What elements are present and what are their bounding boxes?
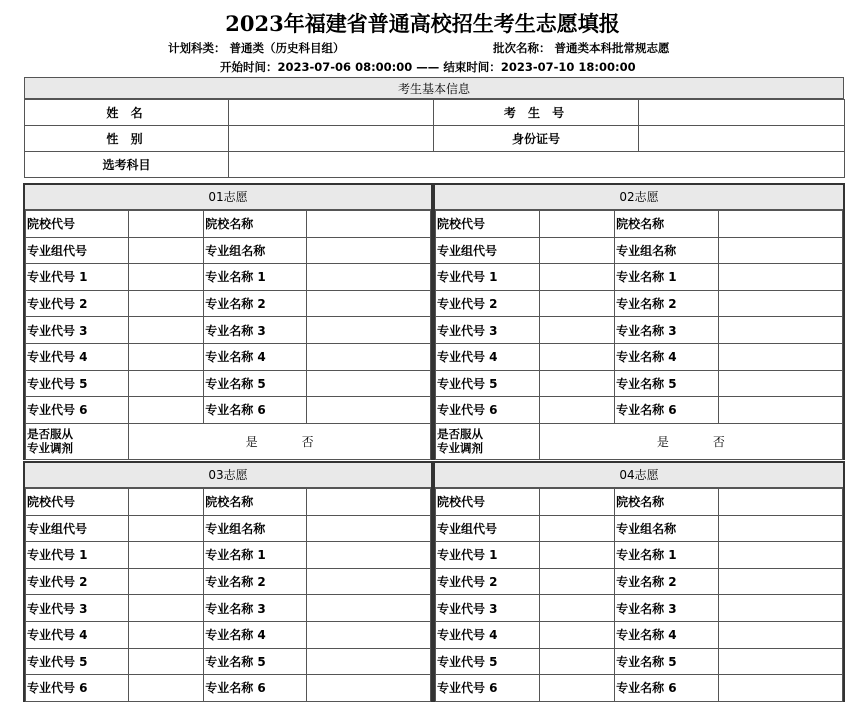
code-value[interactable]	[539, 515, 614, 542]
table-row	[26, 290, 431, 317]
name-label: 专业名称 1	[204, 264, 307, 291]
name-label: 专业名称 4	[615, 343, 719, 370]
volunteer-header: 01志愿	[25, 185, 431, 210]
name-label: 专业名称 1	[204, 542, 307, 569]
name-label: 专业名称 2	[615, 568, 719, 595]
table-row	[26, 264, 431, 291]
name-label: 专业组名称	[615, 237, 719, 264]
name-label: 专业组名称	[204, 237, 307, 264]
name-value[interactable]	[718, 675, 842, 702]
name-label: 院校名称	[615, 489, 719, 516]
code-label: 专业代号 6	[436, 675, 540, 702]
table-row	[436, 370, 843, 397]
page-title: 2023年福建省普通高校招生考生志愿填报	[225, 11, 620, 36]
name-value[interactable]	[307, 211, 431, 238]
code-label: 专业代号 6	[26, 397, 129, 424]
name-label: 专业名称 5	[204, 648, 307, 675]
volunteer-section	[433, 461, 845, 702]
name-value[interactable]	[307, 370, 431, 397]
obey-options	[539, 423, 842, 459]
name-value[interactable]	[718, 648, 842, 675]
subjects-value[interactable]	[229, 152, 845, 178]
table-row	[436, 568, 843, 595]
code-label: 专业代号 2	[26, 568, 129, 595]
gender-label: 性 别	[25, 126, 229, 152]
name-value[interactable]	[718, 264, 842, 291]
code-value[interactable]	[129, 568, 204, 595]
volunteer-header: 02志愿	[435, 185, 843, 210]
volunteer-table	[435, 488, 843, 702]
code-label: 专业代号 2	[26, 290, 129, 317]
name-label: 专业名称 3	[615, 595, 719, 622]
name-value[interactable]	[718, 343, 842, 370]
code-label: 专业代号 6	[436, 397, 540, 424]
obey-line2: 专业调剂	[437, 441, 483, 456]
no-option[interactable]: 否	[712, 434, 725, 449]
name-label: 专业名称 2	[204, 290, 307, 317]
table-row	[26, 568, 431, 595]
code-value[interactable]	[539, 489, 614, 516]
name-value[interactable]	[307, 317, 431, 344]
name-value[interactable]	[307, 343, 431, 370]
batch-value: 普通类本科批常规志愿	[554, 41, 670, 55]
code-label: 专业组代号	[26, 515, 129, 542]
batch-name	[493, 40, 670, 56]
name-label: 专业名称 3	[615, 317, 719, 344]
obey-line2: 专业调剂	[27, 441, 73, 456]
name-label: 院校名称	[615, 211, 719, 238]
code-label: 院校代号	[436, 489, 540, 516]
code-label: 院校代号	[26, 211, 129, 238]
gender-value[interactable]	[229, 126, 434, 152]
id-value[interactable]	[639, 126, 845, 152]
time-range	[220, 59, 636, 75]
name-value[interactable]	[307, 621, 431, 648]
code-label: 专业代号 1	[436, 542, 540, 569]
volunteer-table	[25, 488, 431, 702]
code-value[interactable]	[539, 317, 614, 344]
name-label: 专业名称 6	[204, 675, 307, 702]
code-label: 专业代号 5	[26, 370, 129, 397]
code-label: 专业代号 6	[26, 675, 129, 702]
name-value[interactable]	[307, 290, 431, 317]
volunteer-table	[435, 210, 843, 460]
table-row	[26, 595, 431, 622]
name-label: 专业名称 4	[615, 621, 719, 648]
code-label: 专业代号 5	[436, 370, 540, 397]
obey-options	[129, 423, 431, 459]
basic-info-section	[24, 77, 844, 178]
name-label: 专业组名称	[204, 515, 307, 542]
obey-adjustment-row	[26, 423, 431, 459]
obey-line1: 是否服从	[27, 427, 73, 442]
name-value[interactable]	[229, 100, 434, 126]
yes-option[interactable]: 是	[245, 434, 258, 449]
code-label: 专业组代号	[26, 237, 129, 264]
table-row	[436, 515, 843, 542]
exam-no-label: 考 生 号	[434, 100, 639, 126]
subjects-label: 选考科目	[25, 152, 229, 178]
name-value[interactable]	[718, 317, 842, 344]
table-row	[26, 675, 431, 702]
table-row	[436, 211, 843, 238]
table-row	[436, 317, 843, 344]
table-row	[436, 397, 843, 424]
name-value[interactable]	[307, 648, 431, 675]
name-label: 专业名称 5	[204, 370, 307, 397]
code-label: 院校代号	[436, 211, 540, 238]
code-label: 专业代号 4	[436, 343, 540, 370]
code-value[interactable]	[539, 290, 614, 317]
code-label: 专业代号 5	[26, 648, 129, 675]
volunteer-section	[23, 183, 433, 460]
code-value[interactable]	[129, 648, 204, 675]
name-label: 专业名称 4	[204, 343, 307, 370]
basic-info-header: 考生基本信息	[24, 77, 844, 99]
code-value[interactable]	[129, 343, 204, 370]
name-value[interactable]	[307, 568, 431, 595]
basic-info-table	[24, 99, 845, 178]
code-value[interactable]	[129, 264, 204, 291]
name-label: 专业名称 3	[204, 595, 307, 622]
yes-option[interactable]: 是	[656, 434, 669, 449]
table-row	[26, 237, 431, 264]
name-label: 姓 名	[25, 100, 229, 126]
end-label: 结束时间：	[443, 60, 501, 74]
code-value[interactable]	[129, 290, 204, 317]
volunteer-header: 03志愿	[25, 463, 431, 488]
code-label: 院校代号	[26, 489, 129, 516]
code-value[interactable]	[129, 237, 204, 264]
volunteer-table	[25, 210, 431, 460]
table-row	[26, 542, 431, 569]
code-value[interactable]	[129, 370, 204, 397]
code-label: 专业代号 4	[436, 621, 540, 648]
start-value: 2023-07-06 08:00:00	[277, 60, 413, 74]
code-value[interactable]	[539, 648, 614, 675]
code-value[interactable]	[129, 515, 204, 542]
code-value[interactable]	[539, 675, 614, 702]
batch-label: 批次名称：	[493, 41, 551, 55]
code-label: 专业代号 4	[26, 621, 129, 648]
name-value[interactable]	[307, 397, 431, 424]
table-row	[436, 542, 843, 569]
code-value[interactable]	[129, 675, 204, 702]
obey-adjustment-label	[26, 423, 129, 459]
name-label: 专业组名称	[615, 515, 719, 542]
code-label: 专业代号 1	[26, 264, 129, 291]
code-label: 专业组代号	[436, 515, 540, 542]
table-row	[26, 317, 431, 344]
name-value[interactable]	[307, 595, 431, 622]
table-row	[436, 264, 843, 291]
name-label: 专业名称 2	[615, 290, 719, 317]
table-row	[26, 211, 431, 238]
name-label: 专业名称 1	[615, 264, 719, 291]
exam-no-value[interactable]	[639, 100, 845, 126]
code-value[interactable]	[539, 568, 614, 595]
name-value[interactable]	[718, 211, 842, 238]
time-separator: ——	[416, 60, 440, 74]
name-value[interactable]	[307, 675, 431, 702]
plan-type-value: 普通类（历史科目组）	[229, 41, 345, 55]
code-value[interactable]	[539, 370, 614, 397]
name-value[interactable]	[718, 397, 842, 424]
code-value[interactable]	[129, 317, 204, 344]
name-label: 院校名称	[204, 489, 307, 516]
code-value[interactable]	[539, 237, 614, 264]
name-label: 专业名称 2	[204, 568, 307, 595]
name-label: 专业名称 6	[615, 675, 719, 702]
name-value[interactable]	[307, 489, 431, 516]
obey-adjustment-row	[436, 423, 843, 459]
name-value[interactable]	[307, 237, 431, 264]
name-label: 专业名称 6	[615, 397, 719, 424]
code-label: 专业组代号	[436, 237, 540, 264]
table-row	[436, 343, 843, 370]
code-label: 专业代号 3	[26, 595, 129, 622]
end-value: 2023-07-10 18:00:00	[500, 60, 636, 74]
code-value[interactable]	[539, 211, 614, 238]
code-label: 专业代号 2	[436, 568, 540, 595]
obey-line1: 是否服从	[437, 427, 483, 442]
name-label: 专业名称 6	[204, 397, 307, 424]
name-value[interactable]	[718, 237, 842, 264]
no-option[interactable]: 否	[301, 434, 314, 449]
code-value[interactable]	[129, 211, 204, 238]
table-row	[436, 621, 843, 648]
start-label: 开始时间：	[220, 60, 278, 74]
table-row	[26, 515, 431, 542]
table-row	[26, 370, 431, 397]
plan-type-label: 计划科类：	[168, 41, 226, 55]
table-row	[436, 290, 843, 317]
table-row	[436, 237, 843, 264]
code-label: 专业代号 1	[436, 264, 540, 291]
name-value[interactable]	[307, 264, 431, 291]
volunteer-header: 04志愿	[435, 463, 843, 488]
table-row	[26, 621, 431, 648]
code-value[interactable]	[129, 621, 204, 648]
code-label: 专业代号 2	[436, 290, 540, 317]
code-label: 专业代号 1	[26, 542, 129, 569]
table-row	[26, 343, 431, 370]
table-row	[436, 595, 843, 622]
table-row	[436, 489, 843, 516]
code-label: 专业代号 3	[436, 317, 540, 344]
name-value[interactable]	[718, 542, 842, 569]
table-row	[26, 397, 431, 424]
id-label: 身份证号	[434, 126, 639, 152]
name-value[interactable]	[307, 542, 431, 569]
name-value[interactable]	[718, 290, 842, 317]
name-value[interactable]	[718, 568, 842, 595]
code-label: 专业代号 5	[436, 648, 540, 675]
code-label: 专业代号 4	[26, 343, 129, 370]
code-value[interactable]	[539, 343, 614, 370]
name-value[interactable]	[718, 489, 842, 516]
code-value[interactable]	[129, 489, 204, 516]
name-value[interactable]	[718, 595, 842, 622]
code-value[interactable]	[539, 621, 614, 648]
table-row	[26, 648, 431, 675]
volunteer-section	[433, 183, 845, 460]
name-label: 专业名称 5	[615, 370, 719, 397]
code-value[interactable]	[129, 595, 204, 622]
name-value[interactable]	[718, 515, 842, 542]
code-value[interactable]	[129, 542, 204, 569]
code-label: 专业代号 3	[26, 317, 129, 344]
plan-type	[168, 40, 345, 56]
name-label: 专业名称 5	[615, 648, 719, 675]
name-label: 专业名称 3	[204, 317, 307, 344]
volunteer-section	[23, 461, 433, 702]
name-label: 专业名称 1	[615, 542, 719, 569]
name-value[interactable]	[718, 370, 842, 397]
table-row	[436, 675, 843, 702]
code-value[interactable]	[539, 397, 614, 424]
name-label: 院校名称	[204, 211, 307, 238]
code-label: 专业代号 3	[436, 595, 540, 622]
obey-adjustment-label	[436, 423, 540, 459]
name-value[interactable]	[307, 515, 431, 542]
code-value[interactable]	[539, 264, 614, 291]
name-label: 专业名称 4	[204, 621, 307, 648]
table-row	[436, 648, 843, 675]
code-value[interactable]	[539, 542, 614, 569]
name-value[interactable]	[718, 621, 842, 648]
code-value[interactable]	[129, 397, 204, 424]
code-value[interactable]	[539, 595, 614, 622]
table-row	[26, 489, 431, 516]
